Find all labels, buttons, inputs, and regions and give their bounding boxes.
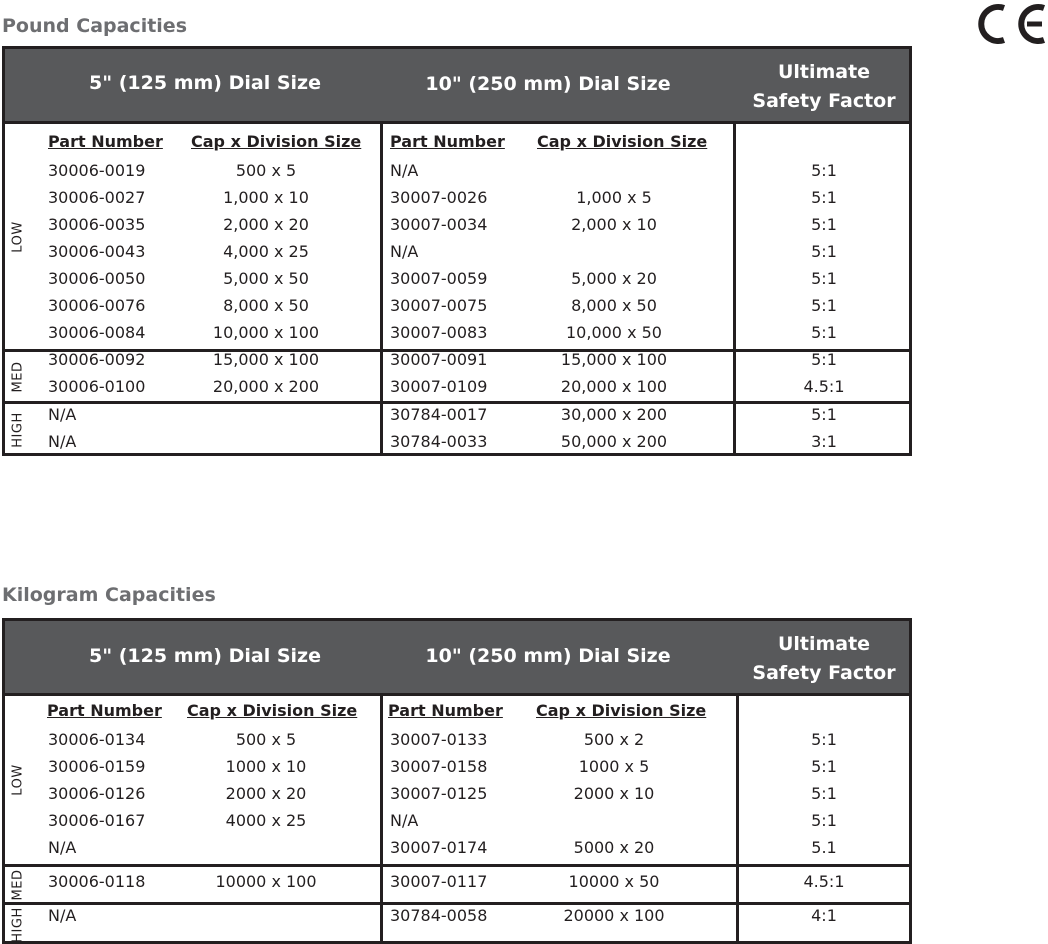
part-number-5in: 30006-0134 [48, 730, 146, 749]
safety-factor: 5:1 [811, 242, 837, 261]
band-label-high: HIGH [10, 412, 26, 448]
kilogram-capacities-table [2, 618, 912, 944]
band-divider [5, 864, 909, 867]
part-number-5in: 30006-0019 [48, 161, 146, 180]
part-number-10in: 30007-0117 [390, 872, 488, 891]
part-number-10in: 30007-0158 [390, 757, 488, 776]
table-row [5, 211, 909, 238]
part-number-5in: 30006-0084 [48, 323, 146, 342]
part-number-10in: 30007-0026 [390, 188, 488, 207]
part-number-10in: N/A [390, 242, 419, 261]
band-label-low: LOW [10, 764, 26, 796]
safety-factor: 5:1 [811, 323, 837, 342]
cap-division-5in: 15,000 x 100 [212, 350, 320, 369]
cap-division-10in: 8,000 x 50 [571, 296, 657, 315]
cap-division-5in: 4,000 x 25 [223, 242, 309, 261]
part-number-5in: 30006-0076 [48, 296, 146, 315]
table-row [5, 238, 909, 265]
part-number-subheader: Part Number [390, 132, 505, 151]
cap-division-5in: 8,000 x 50 [223, 296, 309, 315]
safety-factor: 5:1 [811, 269, 837, 288]
safety-factor: 5:1 [811, 730, 837, 749]
part-number-5in: 30006-0050 [48, 269, 146, 288]
part-number-subheader: Part Number [388, 701, 503, 720]
part-number-5in: 30006-0027 [48, 188, 146, 207]
table-row [5, 868, 909, 895]
part-number-10in: 30784-0058 [390, 906, 488, 925]
part-number-subheader: Part Number [47, 701, 162, 720]
part-number-10in: N/A [390, 811, 419, 830]
cap-division-10in: 50,000 x 200 [560, 432, 668, 451]
cap-division-subheader: Cap x Division Size [536, 701, 707, 720]
cap-division-5in: 20,000 x 200 [212, 377, 320, 396]
cap-division-10in: 10,000 x 50 [566, 323, 662, 342]
part-number-10in: 30007-0174 [390, 838, 488, 857]
part-number-10in: 30784-0033 [390, 432, 488, 451]
part-number-10in: 30007-0083 [390, 323, 488, 342]
band-label-med: MED [10, 869, 26, 900]
cap-division-10in: 5,000 x 20 [571, 269, 657, 288]
part-number-10in: N/A [390, 161, 419, 180]
part-number-5in: 30006-0126 [48, 784, 146, 803]
part-number-5in: N/A [48, 405, 77, 424]
part-number-subheader: Part Number [48, 132, 163, 151]
part-number-5in: 30006-0092 [48, 350, 146, 369]
table-row [5, 726, 909, 753]
safety-factor-header-line1: Ultimate [777, 633, 871, 655]
cap-division-5in: 500 x 5 [235, 730, 297, 749]
safety-factor: 5:1 [811, 350, 837, 369]
cap-division-10in: 2000 x 10 [573, 784, 655, 803]
band-label-high: HIGH [10, 906, 26, 943]
cap-division-10in: 500 x 2 [583, 730, 645, 749]
safety-factor: 5:1 [811, 405, 837, 424]
part-number-10in: 30007-0091 [390, 350, 488, 369]
table-body [5, 696, 909, 944]
safety-factor-header-line1: Ultimate [777, 61, 871, 83]
table-row [5, 265, 909, 292]
ce-mark-icon [974, 2, 1048, 46]
safety-factor: 5:1 [811, 757, 837, 776]
pound-capacities-table [2, 46, 912, 456]
cap-division-10in: 30,000 x 200 [560, 405, 668, 424]
dial-10-header: 10" (250 mm) Dial Size [425, 645, 671, 667]
part-number-10in: 30007-0133 [390, 730, 488, 749]
kilogram-section-title: Kilogram Capacities [2, 584, 216, 606]
safety-factor: 5:1 [811, 215, 837, 234]
part-number-5in: N/A [48, 432, 77, 451]
table-row [5, 753, 909, 780]
part-number-10in: 30007-0125 [390, 784, 488, 803]
cap-division-5in: 5,000 x 50 [223, 269, 309, 288]
band-label-med: MED [10, 361, 26, 392]
cap-division-5in: 500 x 5 [235, 161, 297, 180]
dial-10-header: 10" (250 mm) Dial Size [425, 73, 671, 95]
cap-division-5in: 2,000 x 20 [223, 215, 309, 234]
table-row [5, 292, 909, 319]
cap-division-5in: 1000 x 10 [225, 757, 307, 776]
part-number-5in: 30006-0100 [48, 377, 146, 396]
part-number-10in: 30007-0059 [390, 269, 488, 288]
safety-factor: 5:1 [811, 811, 837, 830]
table-row [5, 902, 909, 929]
safety-factor-header-line2: Safety Factor [752, 662, 896, 684]
safety-factor: 5:1 [811, 188, 837, 207]
cap-division-subheader: Cap x Division Size [191, 132, 362, 151]
dial-5-header: 5" (125 mm) Dial Size [89, 645, 321, 667]
part-number-10in: 30007-0109 [390, 377, 488, 396]
pound-section-title: Pound Capacities [2, 15, 187, 37]
cap-division-subheader: Cap x Division Size [537, 132, 708, 151]
safety-factor: 5:1 [811, 784, 837, 803]
safety-factor-header-line2: Safety Factor [752, 90, 896, 112]
table-header [5, 621, 909, 696]
part-number-5in: N/A [48, 838, 77, 857]
table-row [5, 319, 909, 346]
cap-division-10in: 20,000 x 100 [560, 377, 668, 396]
part-number-10in: 30784-0017 [390, 405, 488, 424]
part-number-5in: 30006-0035 [48, 215, 146, 234]
cap-division-10in: 10000 x 50 [568, 872, 660, 891]
table-row [5, 184, 909, 211]
cap-division-10in: 20000 x 100 [563, 906, 665, 925]
safety-factor: 5:1 [811, 161, 837, 180]
part-number-10in: 30007-0034 [390, 215, 488, 234]
table-row [5, 428, 909, 455]
cap-division-5in: 10000 x 100 [215, 872, 317, 891]
cap-division-5in: 2000 x 20 [225, 784, 307, 803]
cap-division-10in: 1000 x 5 [578, 757, 650, 776]
cap-division-5in: 4000 x 25 [225, 811, 307, 830]
table-row [5, 807, 909, 834]
safety-factor: 4.5:1 [803, 377, 845, 396]
cap-division-10in: 15,000 x 100 [560, 350, 668, 369]
cap-division-subheader: Cap x Division Size [187, 701, 358, 720]
safety-factor: 4:1 [811, 906, 837, 925]
part-number-5in: N/A [48, 906, 77, 925]
cap-division-5in: 10,000 x 100 [212, 323, 320, 342]
safety-factor: 3:1 [811, 432, 837, 451]
cap-division-10in: 5000 x 20 [573, 838, 655, 857]
part-number-5in: 30006-0167 [48, 811, 146, 830]
band-label-low: LOW [10, 220, 26, 253]
table-row [5, 780, 909, 807]
part-number-10in: 30007-0075 [390, 296, 488, 315]
safety-factor: 5.1 [811, 838, 837, 857]
part-number-5in: 30006-0043 [48, 242, 146, 261]
part-number-5in: 30006-0159 [48, 757, 146, 776]
table-row [5, 157, 909, 184]
table-body [5, 124, 909, 456]
table-header [5, 49, 909, 124]
part-number-5in: 30006-0118 [48, 872, 146, 891]
cap-division-10in: 1,000 x 5 [576, 188, 652, 207]
table-row [5, 401, 909, 428]
table-row [5, 373, 909, 400]
safety-factor: 5:1 [811, 296, 837, 315]
cap-division-10in: 2,000 x 10 [571, 215, 657, 234]
dial-5-header: 5" (125 mm) Dial Size [89, 72, 321, 94]
table-row [5, 346, 909, 373]
safety-factor: 4.5:1 [803, 872, 845, 891]
table-row [5, 834, 909, 861]
cap-division-5in: 1,000 x 10 [223, 188, 309, 207]
